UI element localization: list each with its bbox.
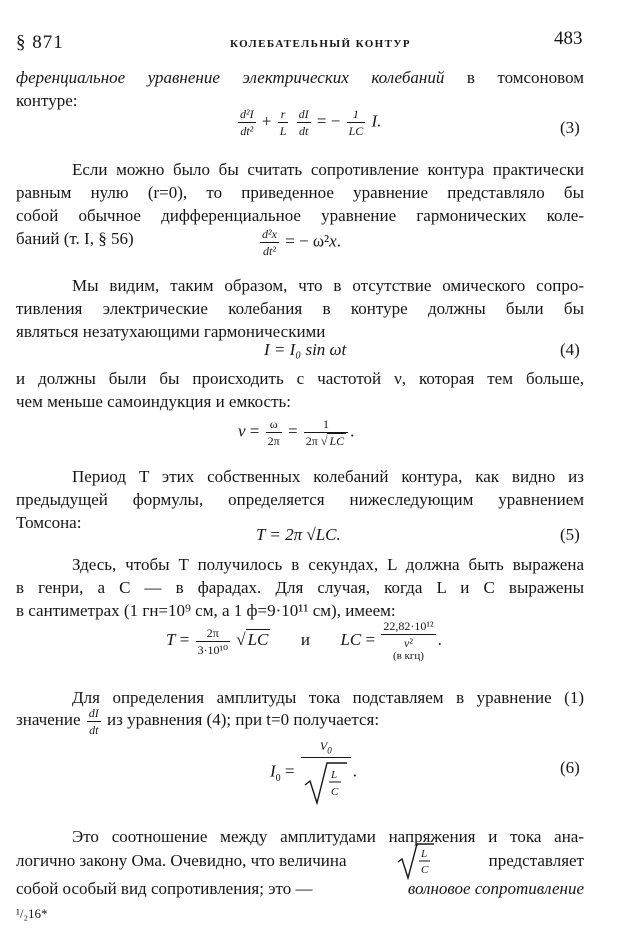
- signature-mark: ¹/₂16*: [16, 906, 48, 921]
- paragraph-2-line-3: собой обычное дифференциальное уравнение гармонических коле-: [16, 206, 584, 225]
- paragraph-8-line-1: Это соотношение между амплитудами напряжения и тока ана-: [72, 827, 584, 846]
- paragraph-2-line-4: баний (т. I, § 56): [16, 229, 134, 248]
- paragraph-7-line-2: значение $\frac{dI}{dt}$ из уравнения (4); при t=0 получается:: [16, 705, 380, 737]
- equation-4: I = I₀ sin ωt: [264, 340, 347, 359]
- equation-pair-and: и: [300, 629, 310, 649]
- equation-3: $\frac{\text{d²I}}{\text{dt²}}$ + $\frac{r}{L}$ $\frac{dI}{dt}$ = − $\frac{1}{LC}$ I.: [240, 107, 382, 138]
- paragraph-3-line-1: Мы видим, таким образом, что в отсутствие омического сопро-: [72, 276, 584, 295]
- equation-3-number: (3): [560, 118, 580, 137]
- svg-text:L: L: [330, 769, 337, 782]
- equation-pair: T = $\frac{2\pi}{\text{3·10¹⁰}}$ √ LC и LC = 22,82·10¹² ν² (в кгц) .: [166, 619, 442, 662]
- paragraph-4-line-1: и должны были бы происходить с частотой ν, которая тем больше,: [16, 369, 584, 388]
- paragraph-8-line-3: собой особый вид сопротивления; это — волновое сопротивление: [16, 879, 584, 898]
- running-title: КОЛЕБАТЕЛЬНЫЙ КОНТУР: [230, 38, 411, 50]
- equation-frequency: ν = $\frac{\omega}{2\pi}$ = $\frac{1}{2\pi √ LC}$ .: [238, 417, 355, 448]
- paragraph-1-line-2: контуре:: [16, 91, 78, 110]
- svg-text:L: L: [420, 848, 427, 860]
- sqrt-sign: [303, 761, 349, 805]
- paragraph-5-line-2: предыдущей формулы, определяется нижеследующим уравнением: [16, 490, 584, 509]
- paragraph-2-line-1: Если можно было бы считать сопротивление контура практически: [72, 160, 584, 179]
- equation-oscillator: $\frac{\text{d²x}}{\text{dt²}}$ = − ω²x.: [262, 227, 341, 258]
- section-number: § 871: [16, 32, 64, 53]
- paragraph-6-line-3: в сантиметрах (1 гн=10⁹ см, а 1 ф=9·10¹¹ см), имеем:: [16, 601, 396, 620]
- paragraph-4-line-2: чем меньше самоиндукция и емкость:: [16, 392, 291, 411]
- paragraph-6-line-2: в генри, а C — в фарадах. Для случая, когда L и C выражены: [16, 578, 584, 597]
- equation-5-number: (5): [560, 525, 580, 544]
- paragraph-2-line-2: равным нулю (r=0), то приведенное уравнение представляло бы: [16, 183, 584, 202]
- equation-6-number: (6): [560, 758, 580, 777]
- sqrt-sign-inline: [396, 842, 436, 880]
- equation-6: $I_0$ = $V_0$ L C .: [270, 740, 357, 805]
- svg-text:C: C: [420, 864, 428, 876]
- equation-5: T = 2π √LC.: [256, 525, 341, 544]
- paragraph-8-line-2: логично закону Ома. Очевидно, что величина L C представляет: [16, 842, 584, 880]
- paragraph-3-line-2: тивления электрические колебания в контуре должны были бы: [16, 299, 584, 318]
- paragraph-1-line-1: ференциальное уравнение электрических колебаний в томсоновом: [16, 68, 584, 87]
- paragraph-7-line-1: Для определения амплитуды тока подставляем в уравнение (1): [72, 688, 584, 707]
- unit-note: (в кгц): [392, 650, 424, 662]
- paragraph-6-line-1: Здесь, чтобы T получилось в секундах, L должна быть выражена: [72, 555, 584, 574]
- paragraph-5-line-1: Период T этих собственных колебаний контура, как видно из: [72, 467, 584, 486]
- page-number: 483: [554, 28, 583, 49]
- paragraph-5-line-3: Томсона:: [16, 513, 82, 532]
- svg-text:C: C: [330, 786, 339, 799]
- equation-4-number: (4): [560, 340, 580, 359]
- paragraph-3-line-3: являться незатухающими гармоническими: [16, 322, 326, 341]
